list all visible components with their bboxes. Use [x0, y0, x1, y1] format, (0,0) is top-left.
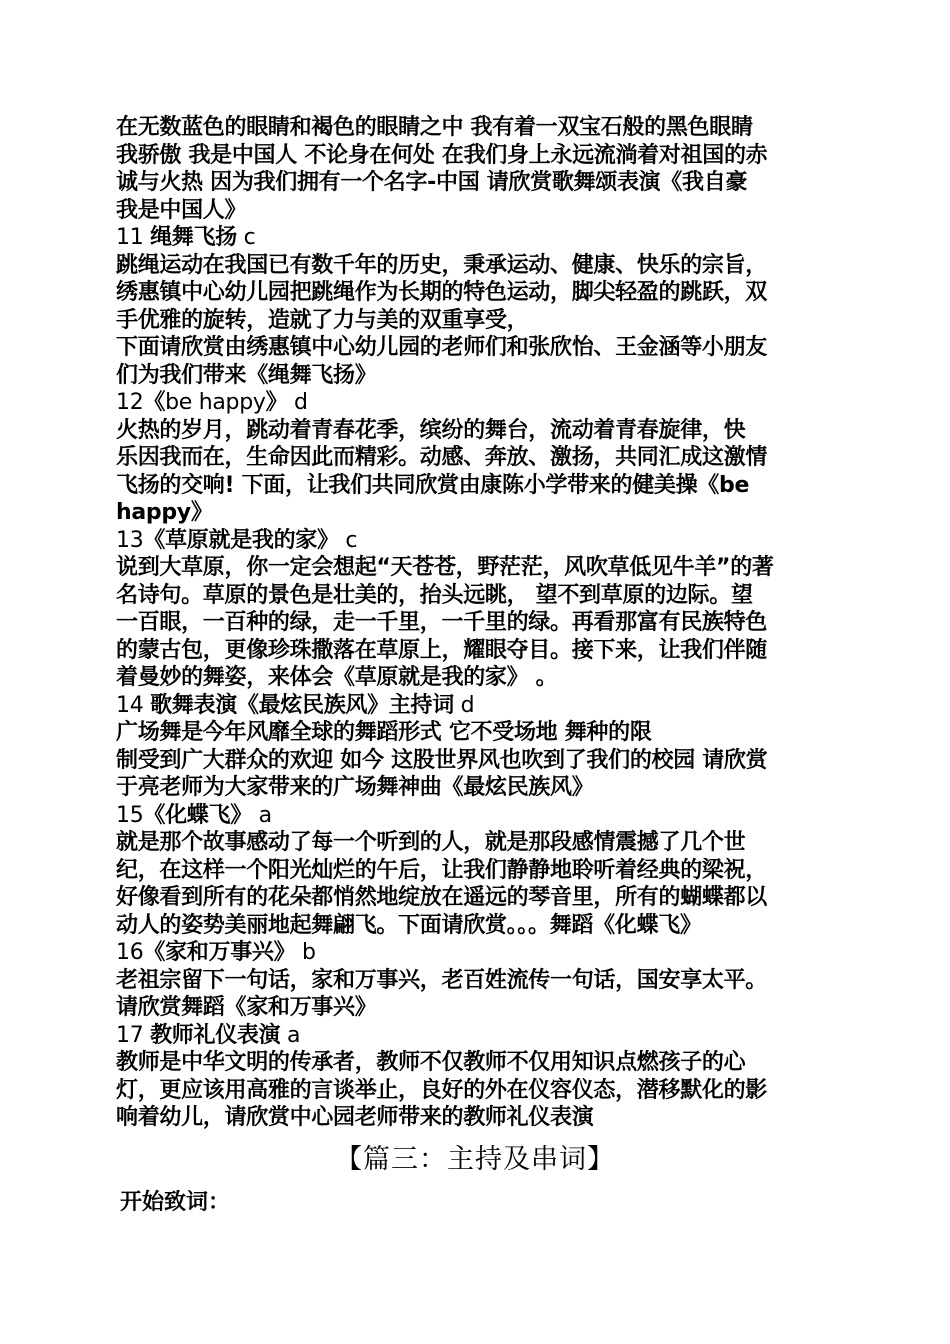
paragraph-line: 我是中国人》: [116, 197, 247, 223]
program-item-heading: 13《草原就是我的家》 c: [116, 527, 358, 553]
document-body: [116, 114, 842, 1132]
program-item-heading: 16《家和万事兴》 b: [116, 940, 316, 965]
paragraph-line: 灯，更应该用高雅的言谈举止，良好的外在仪容仪态，潜移默化的影: [116, 1077, 768, 1103]
opening-speech-label: 开始致词：: [120, 1190, 231, 1215]
program-item-heading: 15《化蝶飞》 a: [116, 802, 272, 828]
paragraph-line: 纪，在这样一个阳光灿烂的午后，让我们静静地聆听着经典的梁祝，: [116, 857, 768, 883]
paragraph-line: 动人的姿势美丽地起舞翩飞。下面请欣赏。。。舞蹈《化蝶飞》: [116, 912, 702, 938]
paragraph-line: 我骄傲 我是中国人 不论身在何处 在我们身上永远流淌着对祖国的赤: [116, 142, 768, 168]
paragraph-line: 乐因我而在，生命因此而精彩。动感、奔放、激扬，共同汇成这激情: [116, 445, 768, 470]
paragraph-line: 着曼妙的舞姿，来体会《草原就是我的家》 。: [116, 665, 558, 690]
paragraph-line: 在无数蓝色的眼睛和褐色的眼睛之中 我有着一双宝石般的黑色眼睛: [116, 115, 753, 140]
paragraph-line: 老祖宗留下一句话，家和万事兴，老百姓流传一句话，国安享太平。: [116, 967, 768, 993]
paragraph-line: happy》: [116, 500, 213, 525]
program-item-heading: 11 绳舞飞扬 c: [116, 225, 256, 250]
paragraph-line: 飞扬的交响! 下面，让我们共同欣赏由康陈小学带来的健美操《be: [116, 472, 750, 498]
paragraph-line: 的蒙古包，更像珍珠撒落在草原上，耀眼夺目。接下来，让我们伴随: [116, 637, 768, 663]
paragraph-line: 手优雅的旋转，造就了力与美的双重享受，: [116, 307, 529, 333]
paragraph-line: 就是那个故事感动了每一个听到的人，就是那段感情震撼了几个世: [116, 830, 746, 855]
paragraph-line: 请欣赏舞蹈《家和万事兴》: [116, 995, 377, 1020]
paragraph-line: 教师是中华文明的传承者，教师不仅教师不仅用知识点燃孩子的心: [116, 1050, 746, 1075]
paragraph-line: 们为我们带来《绳舞飞扬》: [116, 362, 377, 388]
section-title: 【篇三：主持及串词】: [335, 1144, 615, 1175]
paragraph-line: 绣惠镇中心幼儿园把跳绳作为长期的特色运动，脚尖轻盈的跳跃，双: [116, 280, 768, 305]
paragraph-line: 一百眼，一百种的绿，走一千里，一千里的绿。再看那富有民族特色: [116, 610, 768, 635]
paragraph-line: 诚与火热 因为我们拥有一个名字-中国 请欣赏歌舞颂表演《我自豪: [116, 170, 748, 195]
program-item-heading: 14 歌舞表演《最炫民族风》主持词 d: [116, 692, 475, 718]
paragraph-line: 好像看到所有的花朵都悄然地绽放在遥远的琴音里，所有的蝴蝶都以: [116, 885, 768, 910]
paragraph-line: 制受到广大群众的欢迎 如今 这股世界风也吹到了我们的校园 请欣赏: [116, 747, 768, 773]
paragraph-line: 说到大草原，你一定会想起“天苍苍，野茫茫，风吹草低见牛羊”的著: [116, 555, 774, 580]
paragraph-line: 跳绳运动在我国已有数千年的历史，秉承运动、健康、快乐的宗旨，: [116, 252, 768, 278]
paragraph-line: 火热的岁月，跳动着青春花季，缤纷的舞台，流动着青春旋律，快: [116, 417, 746, 443]
program-item-heading: 17 教师礼仪表演 a: [116, 1022, 301, 1048]
paragraph-line: 响着幼儿，请欣赏中心园老师带来的教师礼仪表演: [116, 1105, 594, 1130]
program-item-heading: 12《be happy》 d: [116, 390, 308, 415]
paragraph-line: 于亮老师为大家带来的广场舞神曲《最炫民族风》: [116, 775, 594, 800]
paragraph-line: 广场舞是今年风靡全球的舞蹈形式 它不受场地 舞种的限: [116, 720, 652, 745]
paragraph-line: 下面请欣赏由绣惠镇中心幼儿园的老师们和张欣怡、王金涵等小朋友: [116, 335, 768, 360]
paragraph-line: 名诗句。草原的景色是壮美的，抬头远眺， 望不到草原的边际。望: [116, 582, 753, 608]
